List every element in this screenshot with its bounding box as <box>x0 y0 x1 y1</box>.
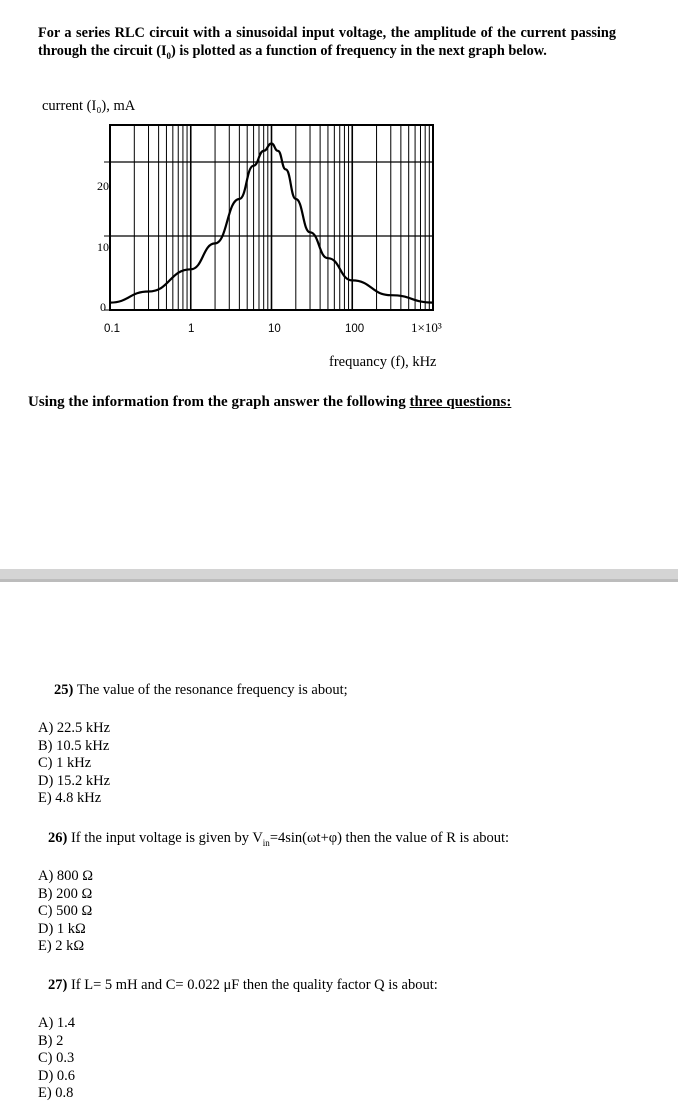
option-c: C) 0.3 <box>38 1050 75 1067</box>
option-b: B) 10.5 kHz <box>38 737 110 754</box>
x-tick-label: 1×10³ <box>411 320 442 335</box>
question-subscript: in <box>262 837 270 848</box>
intro-subscript: 0 <box>166 50 172 61</box>
x-tick-label: 100 <box>345 323 365 335</box>
question-number: 25) <box>54 682 74 698</box>
y-tick-label: 10 <box>97 240 109 254</box>
intro-text-end: ) is plotted as a function of frequency in the next graph below. <box>171 43 547 59</box>
intro-text: For a series RLC circuit with a sinusoidal input voltage, the amplitude of the current passing through the circuit (I <box>38 25 616 59</box>
question-25-options <box>38 720 110 808</box>
option-e: E) 2 kΩ <box>38 938 85 955</box>
option-a: A) 1.4 <box>38 1015 76 1031</box>
y-axis-label: current (I₀), mA <box>42 98 136 114</box>
question-text: If L= 5 mH and C= 0.022 μF then the quality factor Q is about: <box>70 977 438 993</box>
option-d: D) 0.6 <box>38 1067 76 1084</box>
x-tick-label: 10 <box>268 323 281 335</box>
instruction-prefix: Using the information from the graph answer the following <box>28 394 410 410</box>
y-tick-label: 20 <box>97 179 109 193</box>
question-text-end: =4sin(ωt+φ) then the value of R is about: <box>269 830 510 846</box>
page-divider-shadow <box>0 579 678 582</box>
y-tick-label: 0 <box>100 300 106 314</box>
question-text: The value of the resonance frequency is about; <box>76 682 348 698</box>
option-e: E) 4.8 kHz <box>38 790 102 807</box>
question-text: If the input voltage is given by V <box>70 830 263 846</box>
x-tick-label: 0.1 <box>104 323 120 335</box>
question-25 <box>54 682 348 699</box>
instruction-text <box>28 394 511 411</box>
option-c: C) 1 kHz <box>38 755 92 772</box>
question-26-options <box>38 868 93 956</box>
instruction-underlined: three questions: <box>409 394 512 410</box>
x-tick-label: 1 <box>188 323 195 335</box>
question-number: 26) <box>48 830 68 846</box>
question-27 <box>48 977 438 994</box>
option-b: B) 2 <box>38 1032 64 1049</box>
option-d: D) 15.2 kHz <box>38 772 111 789</box>
option-a: A) 800 Ω <box>38 868 94 884</box>
option-a: A) 22.5 kHz <box>38 720 111 736</box>
option-c: C) 500 Ω <box>38 903 93 920</box>
x-axis-label: frequancy (f), kHz <box>329 354 437 370</box>
option-d: D) 1 kΩ <box>38 920 86 937</box>
question-number: 27) <box>48 977 68 993</box>
question-26 <box>48 830 509 848</box>
option-e: E) 0.8 <box>38 1085 74 1102</box>
option-b: B) 200 Ω <box>38 885 93 902</box>
question-27-options <box>38 1015 75 1103</box>
